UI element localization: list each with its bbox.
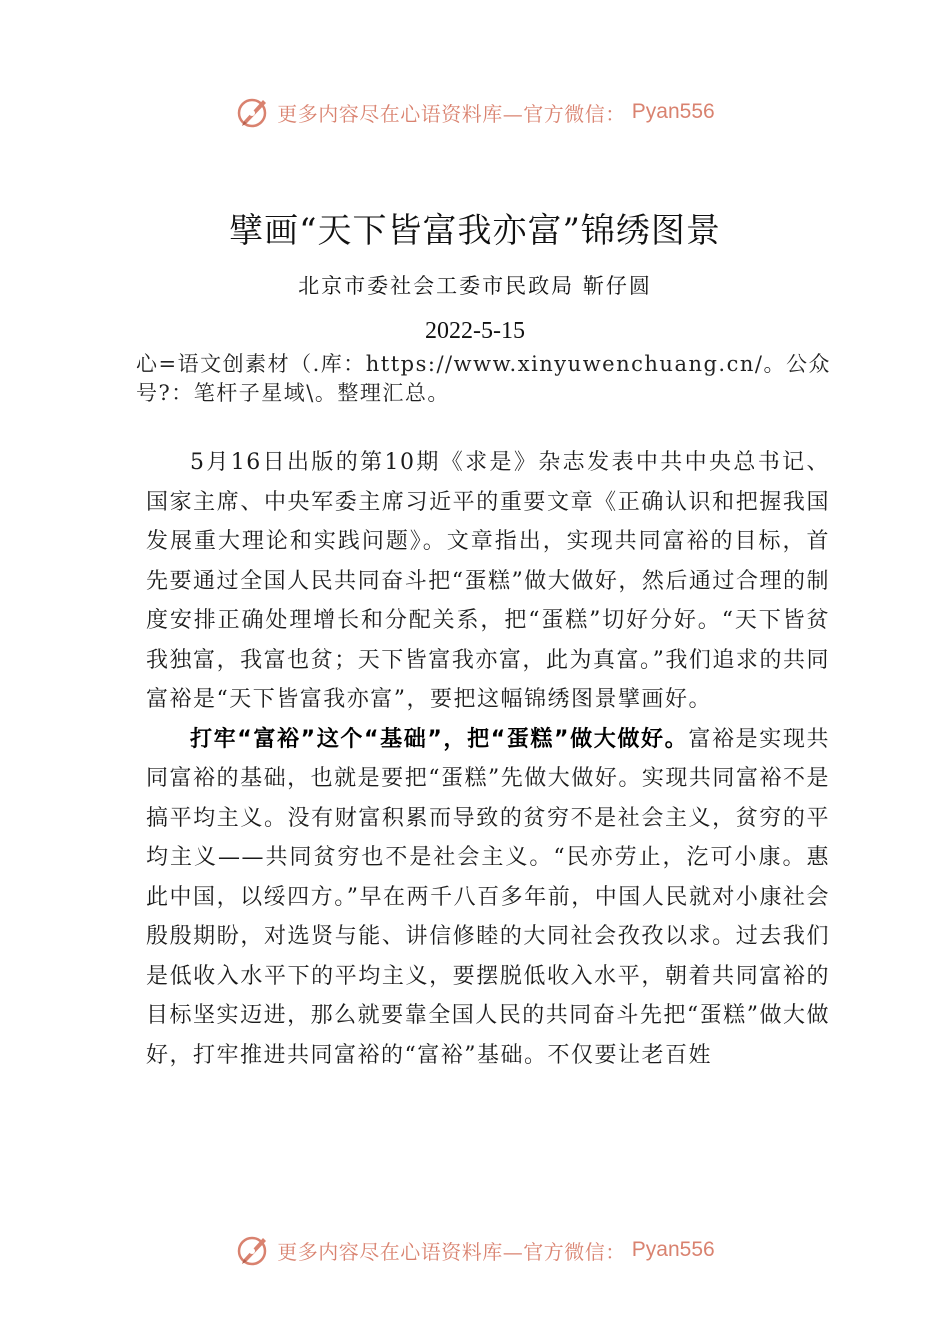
- footer-watermark: [0, 1232, 950, 1268]
- watermark-text: 更多内容尽在心语资料库—官方微信：: [277, 1239, 626, 1264]
- article-date: 2022-5-15: [425, 318, 525, 344]
- watermark-wechat-id: Pyan556: [631, 1238, 715, 1261]
- source-note: 心=语文创素材（.库：https://www.xinyuwenchuang.cn/。公众号?：笔杆子星域\。整理汇总。: [136, 352, 831, 405]
- watermark-wechat-id: Pyan556: [631, 100, 715, 123]
- paragraph-1: 5月16日出版的第10期《求是》杂志发表中共中央总书记、国家主席、中央军委主席习近平的重要文章《正确认识和把握我国发展重大理论和实践问题》。文章指出，实现共同富裕的目标，首先要通过全国人民共同奋斗把“蛋糕”做大做好，然后通过合理的制度安排正确处理增长和分配关系，把“蛋糕”切好分好。“天下皆贫我独富，我富也贫；天下皆富我亦富，此为真富。”我们追求的共同富裕是“天下皆富我亦富”，要把这幅锦绣图景擘画好。: [146, 450, 830, 712]
- quill-pen-logo-icon: [235, 94, 271, 130]
- article-author: 北京市委社会工委市民政局 靳仔圆: [298, 274, 652, 298]
- header-watermark: [0, 94, 950, 130]
- article-title: 擘画“天下皆富我亦富”锦绣图景: [229, 211, 721, 251]
- article-body: [146, 443, 830, 1075]
- paragraph-2-lead: 打牢“富裕”这个“基础”，把“蛋糕”做大做好。: [190, 726, 689, 752]
- paragraph-2-body: 富裕是实现共同富裕的基础，也就是要把“蛋糕”先做大做好。实现共同富裕不是搞平均主义。没有财富积累而导致的贫穷不是社会主义，贫穷的平均主义——共同贫穷也不是社会主义。“民亦劳止，汔可小康。惠此中国，以绥四方。”早在两千八百多年前，中国人民就对小康社会殷殷期盼，对选贤与能、讲信修睦的大同社会孜孜以求。过去我们是低收入水平下的平均主义，要摆脱低收入水平，朝着共同富裕的目标坚实迈进，那么就要靠全国人民的共同奋斗先把“蛋糕”做大做好，打牢推进共同富裕的“富裕”基础。不仅要让老百姓: [146, 726, 830, 1068]
- quill-pen-logo-icon: [235, 1232, 271, 1268]
- watermark-text: 更多内容尽在心语资料库—官方微信：: [277, 101, 626, 126]
- paragraph-2: [146, 720, 830, 1076]
